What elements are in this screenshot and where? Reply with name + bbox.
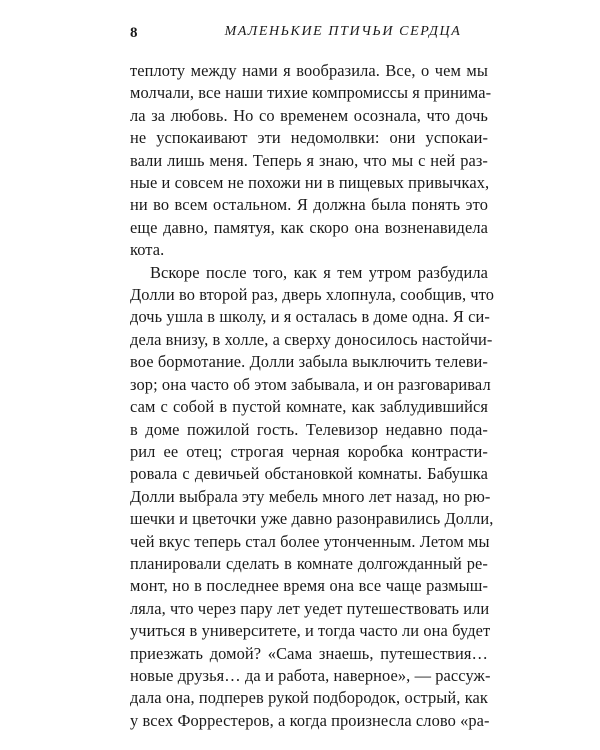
paragraph-1 [130,60,492,262]
page-header [124,22,492,46]
text-line: приезжать домой? «Сама знаешь, путешествия… [130,643,488,663]
page-number: 8 [130,25,138,41]
text-line: ляла, что через пару лет уедет путешествовать или [130,598,490,618]
text-line: шечки и цветочки уже давно разонравились Долли, [130,509,494,529]
text-line: новые друзья… да и работа, наверное», — рассуж- [130,665,491,685]
text-line: учиться в университете, и тогда часто ли она будет [130,621,491,641]
text-line: еще давно, памятуя, как скоро она возненавидела [130,217,488,237]
text-line: Долли выбрала эту мебель много лет назад, но рю- [130,486,491,506]
text-line: монт, но в последнее время она все чаще размыш- [130,576,488,596]
text-line: зор; она часто об этом забывала, и он разговаривал [130,374,491,394]
text-line: ни во всем остальном. Я должна была понять это [130,195,488,215]
paragraph-2 [130,262,495,733]
text-line: Вскоре после того, как я тем утром разбудила [150,262,488,282]
text-line: молчали, все наши тихие компромиссы я принима- [130,83,492,103]
text-line: дала она, подперев рукой подбородок, острый, как [130,688,488,708]
text-line: ровала с девичьей обстановкой комнаты. Бабушка [130,464,488,484]
text-line: планировали сделать в комнате долгожданный ре- [130,553,488,573]
text-line: дела внизу, в холле, а сверху доносилось настойчи- [130,329,493,349]
text-line: чей вкус теперь стал более утонченным. Летом мы [130,531,490,551]
text-line: не успокаивают эти недомолвки: они успокаи- [130,128,488,148]
text-line: теплоту между нами я вообразила. Все, о чем мы [130,61,488,80]
text-line: в доме пожилой гость. Телевизор недавно пода- [130,419,488,439]
text-line: сам с собой в пустой комнате, как заблудившийся [130,397,488,417]
text-line: ла за любовь. Но со временем осознала, что дочь [130,105,488,125]
running-title: МАЛЕНЬКИЕ ПТИЧЬИ СЕРДЦА [224,24,462,39]
body-text [130,60,495,732]
text-line: Долли во второй раз, дверь хлопнула, сообщив, что [130,285,495,305]
text-line: кота. [130,240,165,260]
text-line: вали лишь меня. Теперь я знаю, что мы с ней раз- [130,150,488,170]
text-line: у всех Форрестеров, а когда произнесла слово «ра- [130,710,490,730]
text-line: вое бормотание. Долли забыла выключить телеви- [130,352,488,372]
text-line: дочь ушла в школу, и я осталась в доме одна. Я си- [130,307,490,327]
text-line: ные и совсем не похожи ни в пищевых привычках, [130,173,490,193]
text-line: рил ее отец; строгая черная коробка контрасти- [130,441,488,461]
